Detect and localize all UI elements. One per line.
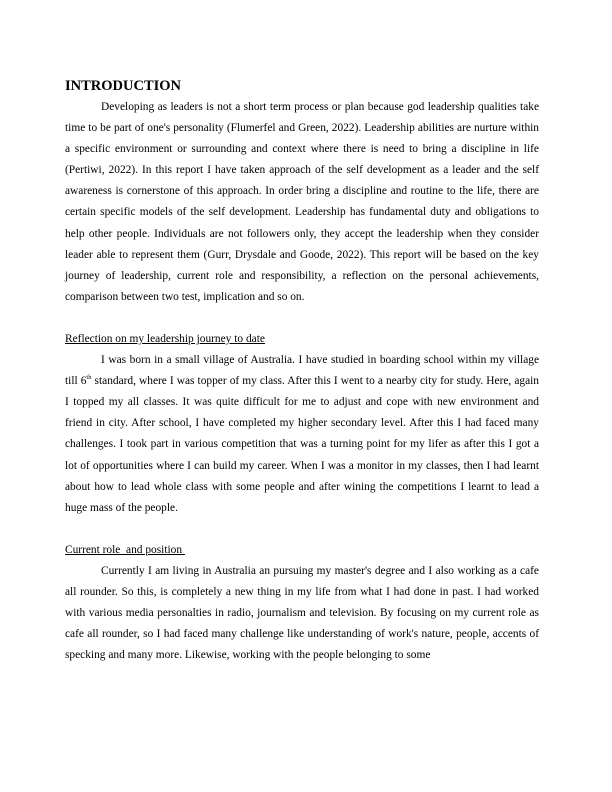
document-page (65, 76, 539, 666)
section-heading-leadership-journey: Reflection on my leadership journey to date (65, 332, 265, 345)
spacer (65, 519, 539, 540)
current-role-paragraph: Currently I am living in Australia an pursuing my master's degree and I also working as a cafe all rounder. So this, is completely a new thing in my life from what I had done in past. I had worked with various media personalties in radio, journalism and television. By focusing on my current role as cafe all rounder, so I had faced many challenge like understanding of work's nature, people, accents of specking and many more. Likewise, working with the people belonging to some (65, 564, 539, 662)
page-title: INTRODUCTION (65, 78, 182, 94)
superscript-text: th (86, 374, 92, 382)
paragraph-text: standard, where I was topper of my class. After this I went to a nearby city for study. Here, again I topped my all classes. It was quite difficult for me to adjust and cope with new environment and friend in city. After school, I have completed my higher secondary level. After this I had faced many challenges. I took part in various competition that was a turning point for my lifer as after this I got a lot of opportunities where I can build my career. When I was a monitor in my classes, then I had learnt about how to lead whole class with some people and after wining the competitions I learnt to lead a huge mass of the people. (65, 375, 540, 514)
paragraph-text: I was born in a small village of Australia. I have studied in boarding school within my village till 6 (65, 354, 539, 388)
section-heading-current-role: Current role and position (65, 543, 185, 556)
leadership-journey-paragraph (65, 350, 539, 519)
spacer (65, 308, 539, 329)
intro-paragraph: Developing as leaders is not a short term process or plan because god leadership qualities take time to be part of one's personality (Flumerfel and Green, 2022). Leadership abilities are nurture within a specific environment or surrounding and context where there is need to bring a discipline in life (Pertiwi, 2022). In this report I have taken approach of the self development as a leader and the self awareness is cornerstone of this approach. In order bring a discipline and routine to the life, there are certain specific models of the self development. Leadership has fundamental duty and obligations to help other people. Individuals are not followers only, they accept the leadership when they consider leader able to represent them (Gurr, Drysdale and Goode, 2022). This report will be based on the key journey of leadership, current role and responsibility, a reflection on the personal achievements, comparison between two test, implication and so on. (65, 101, 539, 303)
